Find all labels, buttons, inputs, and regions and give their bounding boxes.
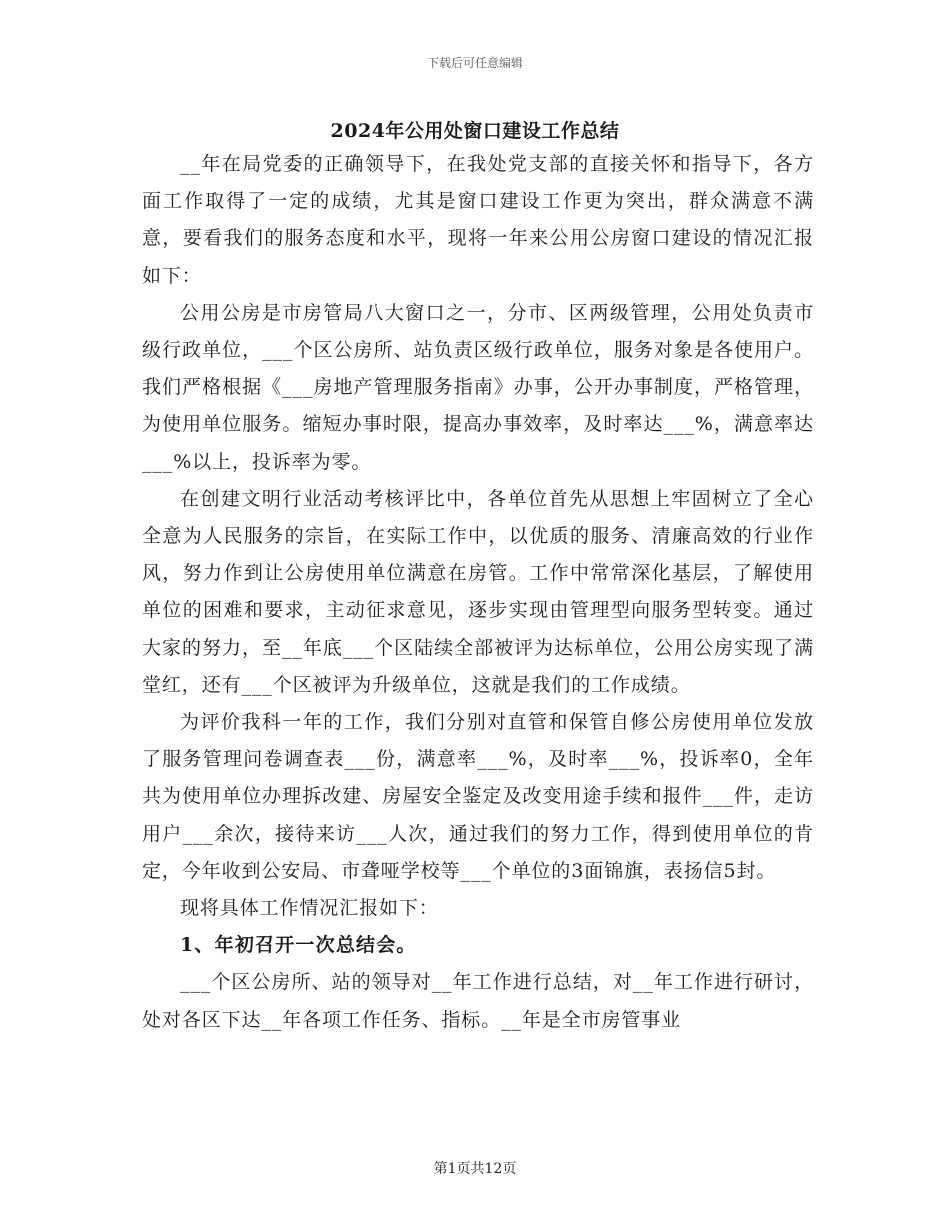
document-body bbox=[142, 146, 814, 1039]
paragraph-civilized-industry: 在创建文明行业活动考核评比中，各单位首先从思想上牢固树立了全心全意为人民服务的宗旨，在实际工作中，以优质的服务、清廉高效的行业作风，努力作到让公房使用单位满意在房管。工作中常常深化基层，了解使用单位的困难和要求，主动征求意见，逐步实现由管理型向服务型转变。通过大家的努力，至__年底___个区陆续全部被评为达标单位，公用公房实现了满堂红，还有___个区被评为升级单位，这就是我们的工作成绩。 bbox=[142, 487, 814, 696]
paragraph-report-intro: 现将具体工作情况汇报如下： bbox=[180, 897, 439, 920]
header-note: 下载后可任意编辑 bbox=[426, 56, 523, 70]
section-heading-1: 1、年初召开一次总结会。 bbox=[180, 934, 417, 957]
page-number-footer: 第1页共12页 bbox=[433, 1161, 517, 1177]
paragraph-evaluation: 为评价我科一年的工作，我们分别对直管和保管自修公房使用单位发放了服务管理问卷调查表___份，满意率___%，及时率___%，投诉率0，全年共为使用单位办理拆改建、房屋安全鉴定及改变用途手续和报件___件，走访用户___余次，接待来访___人次，通过我们的努力工作，得到使用单位的肯定，今年收到公安局、市聋哑学校等___个单位的3面锦旗，表扬信5封。 bbox=[142, 711, 814, 882]
document-title: 2024年公用处窗口建设工作总结 bbox=[330, 120, 620, 142]
paragraph-intro: __年在局党委的正确领导下，在我处党支部的直接关怀和指导下，各方面工作取得了一定的成绩，尤其是窗口建设工作更为突出，群众满意不满意，要看我们的服务态度和水平，现将一年来公用公房窗口建设的情况汇报如下： bbox=[142, 153, 814, 287]
paragraph-overview: 公用公房是市房管局八大窗口之一，分市、区两级管理，公用处负责市级行政单位，___个区公房所、站负责区级行政单位，服务对象是各使用户。我们严格根据《___房地产管理服务指南》办事，公开办事制度，严格管理，为使用单位服务。缩短办事时限，提高办事效率，及时率达___%，满意率达___%以上，投诉率为零。 bbox=[142, 301, 814, 473]
paragraph-section-1: ___个区公房所、站的领导对__年工作进行总结，对__年工作进行研讨，处对各区下达__年各项工作任务、指标。__年是全市房管事业 bbox=[142, 971, 814, 1031]
